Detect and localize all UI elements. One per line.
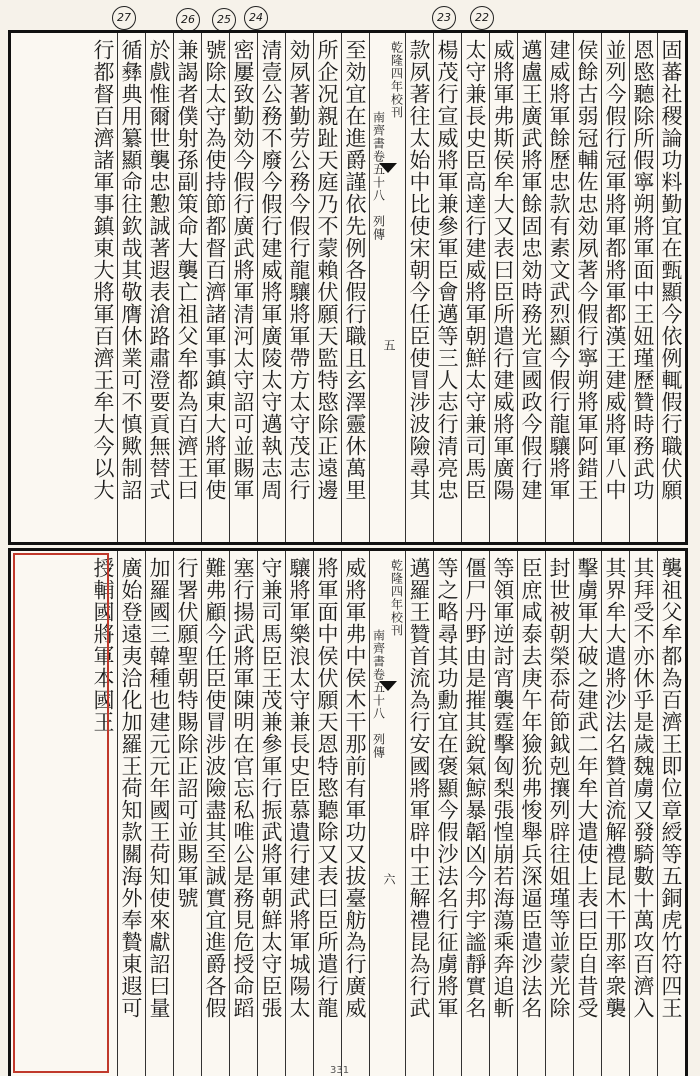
edition-note: 乾隆四年校刊 [389,41,404,119]
text-column: 僵尸丹野由是摧其銳氣鯨暴韜凶今邦宇謐靜實名 [461,551,489,1076]
book-title: 南齊書卷五十八 列傳 [371,629,386,759]
annotation-circle: 26 [176,8,200,32]
text-column: 行都督百濟諸軍事鎮東大將軍百濟王牟大今以大 [91,39,115,501]
book-title: 南齊書卷五十八 列傳 [371,111,386,241]
text-column: 建威將軍餘歷忠款有素文武烈顯今假行龍驤將軍 [545,33,573,542]
text-column: 行署伏願聖朝特賜除正詔可並賜軍號 [173,551,201,1076]
text-column: 廣始登遠夷洽化加羅王荷知款關海外奉贄東遐可 [117,551,145,1076]
text-column: 其界牟大遣將沙法名贊首流解禮昆木干那率衆襲 [601,551,629,1076]
text-column: 號除太守為使持節都督百濟諸軍事鎮東大將軍使 [201,33,229,542]
text-column: 所企况親趾天庭乃不蒙賴伏願天監特愍除正遠邊 [313,33,341,542]
text-column: 等之略尋其功勳宜在褒顯今假沙法名行征虜將軍 [433,551,461,1076]
text-column: 太守兼長史臣高達行建威將軍朝鮮太守兼司馬臣 [461,33,489,542]
text-column: 驤將軍樂浪太守兼長史臣慕遺行建武將軍城陽太 [285,551,313,1076]
text-column: 並列今假行冠軍將軍都將軍都漢王建威將軍八中 [601,33,629,542]
text-column: 難弗顧今任臣使冒涉波險盡其至誠實宜進爵各假 [201,551,229,1076]
annotation-circle: 22 [470,6,494,30]
red-highlight-box [13,553,109,1073]
text-column: 加羅國三韓種也建元元年國王荷知使來獻詔曰量 [145,551,173,1076]
annotation-circle: 27 [112,6,136,30]
text-column: 密屢致勤効今假行廣武將軍清河太守詔可並賜軍 [229,33,257,542]
edition-note: 乾隆四年校刊 [389,559,404,637]
text-column: 臣庶咸泰去庚午年獫狁弗悛舉兵深逼臣遣沙法名 [517,551,545,1076]
text-column: 楊茂行宣威將軍兼參軍臣會邁等三人志行清亮忠 [433,33,461,542]
text-column: 清壹公務不廢今假行建威將軍廣陵太守邁執志周 [257,33,285,542]
page-footer-number: 331 [330,1065,350,1076]
text-column: 威將軍弗中侯木干那前有軍功又拔臺舫為行廣威 [341,551,369,1076]
fishtail-mark [379,681,397,691]
text-column: 襲祖父牟都為百濟王即位章綬等五銅虎竹符四王 [657,551,685,1076]
text-column: 授輔國將軍本國王 [91,557,115,733]
page-number: 六 [382,873,396,886]
text-column: 固蕃社稷論功料勤宜在甄顯今依例輒假行職伏願 [657,33,685,542]
text-column: 循彝典用纂顯命往欽哉其敬膺休業可不慎歟制詔 [117,33,145,542]
text-column: 至効宜在進爵謹依先例各假行職且玄澤靈休萬里 [341,33,369,542]
text-column: 邁盧王廣武將軍餘固忠効時務光宣國政今假行建 [517,33,545,542]
fishtail-mark [379,163,397,173]
text-column: 封世被朝榮忝荷節鉞剋攘列辟往姐瑾等並蒙光除 [545,551,573,1076]
text-column: 擊虜軍大破之建武二年牟大遣使上表曰臣自昔受 [573,551,601,1076]
annotation-circle: 23 [432,6,456,30]
text-column: 塞行揚武將軍陳明在官忘私唯公是務見危授命蹈 [229,551,257,1076]
text-column: 將軍面中侯伏願天恩特愍聽除又表曰臣所遣行龍 [313,551,341,1076]
text-column: 等領軍逆討宵襲霆擊匈梨張惶崩若海蕩乘奔追斬 [489,551,517,1076]
text-column: 兼謁者僕射孫副策命大襲亡祖父牟都為百濟王曰 [173,33,201,542]
text-column: 侯餘古弱冠輔佐忠効夙著今假行寧朔將軍阿錯王 [573,33,601,542]
annotation-circle: 24 [244,6,268,30]
text-column: 効夙著勤劳公務今假行龍驤將軍帶方太守茂志行 [285,33,313,542]
text-column: 邁羅王贊首流為行安國將軍辟中王解禮昆為行武 [405,551,433,1076]
text-column: 守兼司馬臣王茂兼參軍行振武將軍朝鮮太守臣張 [257,551,285,1076]
annotation-circle: 25 [212,8,236,32]
text-column: 恩愍聽除所假寧朔將軍面中王妞瑾歷贊時務武功 [629,33,657,542]
center-fold-margin [369,551,405,1076]
text-column: 其拜受不亦休乎是歲魏虜又發騎數十萬攻百濟入 [629,551,657,1076]
top-page-panel [8,30,688,545]
text-column: 威將軍弗斯侯牟大又表曰臣所遣行建威將軍廣陽 [489,33,517,542]
text-column: 款夙著往太始中比使宋朝今任臣使冒涉波險尋其 [405,33,433,542]
text-column: 於戲惟爾世襲忠懃誠著遐表滄路肅澄要貢無替式 [145,33,173,542]
page-number: 五 [382,339,396,352]
center-fold-margin [369,33,405,542]
bottom-page-panel [8,548,688,1076]
